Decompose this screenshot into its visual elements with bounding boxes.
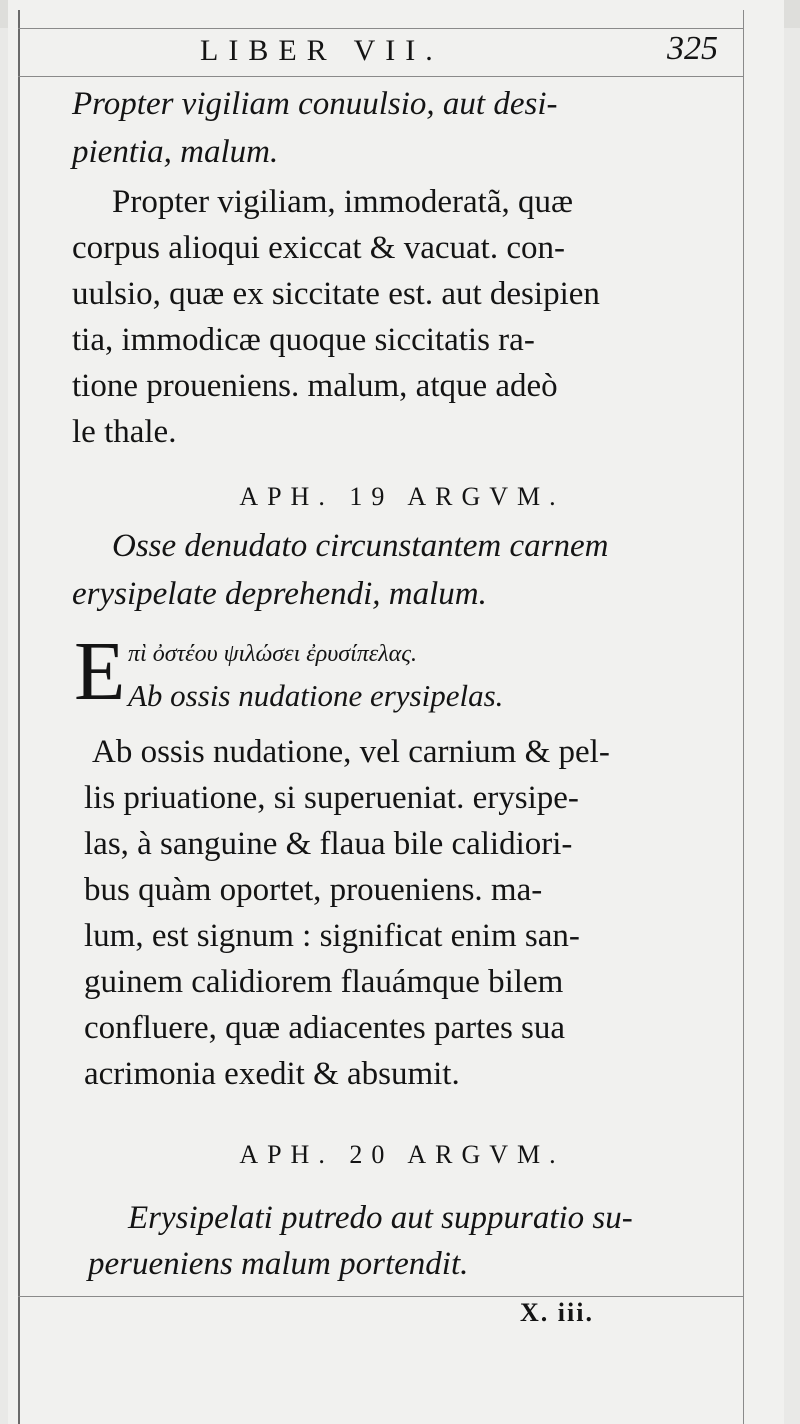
- commentary-line: acrimonia exedit & absumit.: [84, 1056, 460, 1092]
- latin-translation: Ab ossis nudatione erysipelas.: [128, 678, 504, 713]
- commentary-line: uulsio, quæ ex siccitate est. aut desipien: [72, 276, 600, 312]
- commentary-line: lum, est signum : significat enim san-: [84, 918, 580, 954]
- commentary-line: corpus alioqui exiccat & vacuat. con-: [72, 230, 565, 266]
- argument-line: perueniens malum portendit.: [88, 1246, 469, 1282]
- argument-line: Osse denudato circunstantem carnem: [112, 528, 609, 564]
- greek-text: πὶ ὀστέου ψιλώσει ἐρυσίπελας.: [128, 641, 417, 667]
- section-heading: APH. 20 ARGVM.: [239, 1140, 565, 1169]
- page-header: [200, 30, 730, 70]
- bottom-rule: [18, 1296, 744, 1297]
- argument-line: Erysipelati putredo aut suppuratio su-: [128, 1200, 633, 1236]
- top-rule: [18, 28, 744, 29]
- running-head: LIBER VII.: [200, 34, 443, 67]
- commentary-line: Ab ossis nudatione, vel carnium & pel-: [92, 734, 610, 770]
- commentary-line: tione proueniens. malum, atque adeò: [72, 368, 558, 404]
- commentary-line: confluere, quæ adiacentes partes sua: [84, 1010, 566, 1046]
- commentary-line: lis priuatione, si superueniat. erysipe-: [84, 780, 579, 816]
- aphorism-line: Propter vigiliam conuulsio, aut desi-: [72, 86, 558, 122]
- header-rule: [18, 76, 744, 77]
- aphorism-line: pientia, malum.: [72, 134, 279, 170]
- argument-line: erysipelate deprehendi, malum.: [72, 576, 487, 612]
- section-heading: APH. 19 ARGVM.: [239, 482, 565, 511]
- left-margin-rule: [18, 10, 20, 1424]
- right-margin-rule: [743, 10, 744, 1424]
- commentary-line: le thale.: [72, 414, 177, 450]
- commentary-line: bus quàm oportet, proueniens. ma-: [84, 872, 543, 908]
- page-number: 325: [667, 30, 718, 67]
- signature-mark: X. iii.: [520, 1298, 594, 1327]
- commentary-line: Propter vigiliam, immoderatã, quæ: [112, 184, 574, 220]
- commentary-line: tia, immodicæ quoque siccitatis ra-: [72, 322, 535, 358]
- drop-capital: E: [74, 625, 126, 718]
- commentary-line: guinem calidiorem flauámque bilem: [84, 964, 564, 1000]
- commentary-line: las, à sanguine & flaua bile calidiori-: [84, 826, 573, 862]
